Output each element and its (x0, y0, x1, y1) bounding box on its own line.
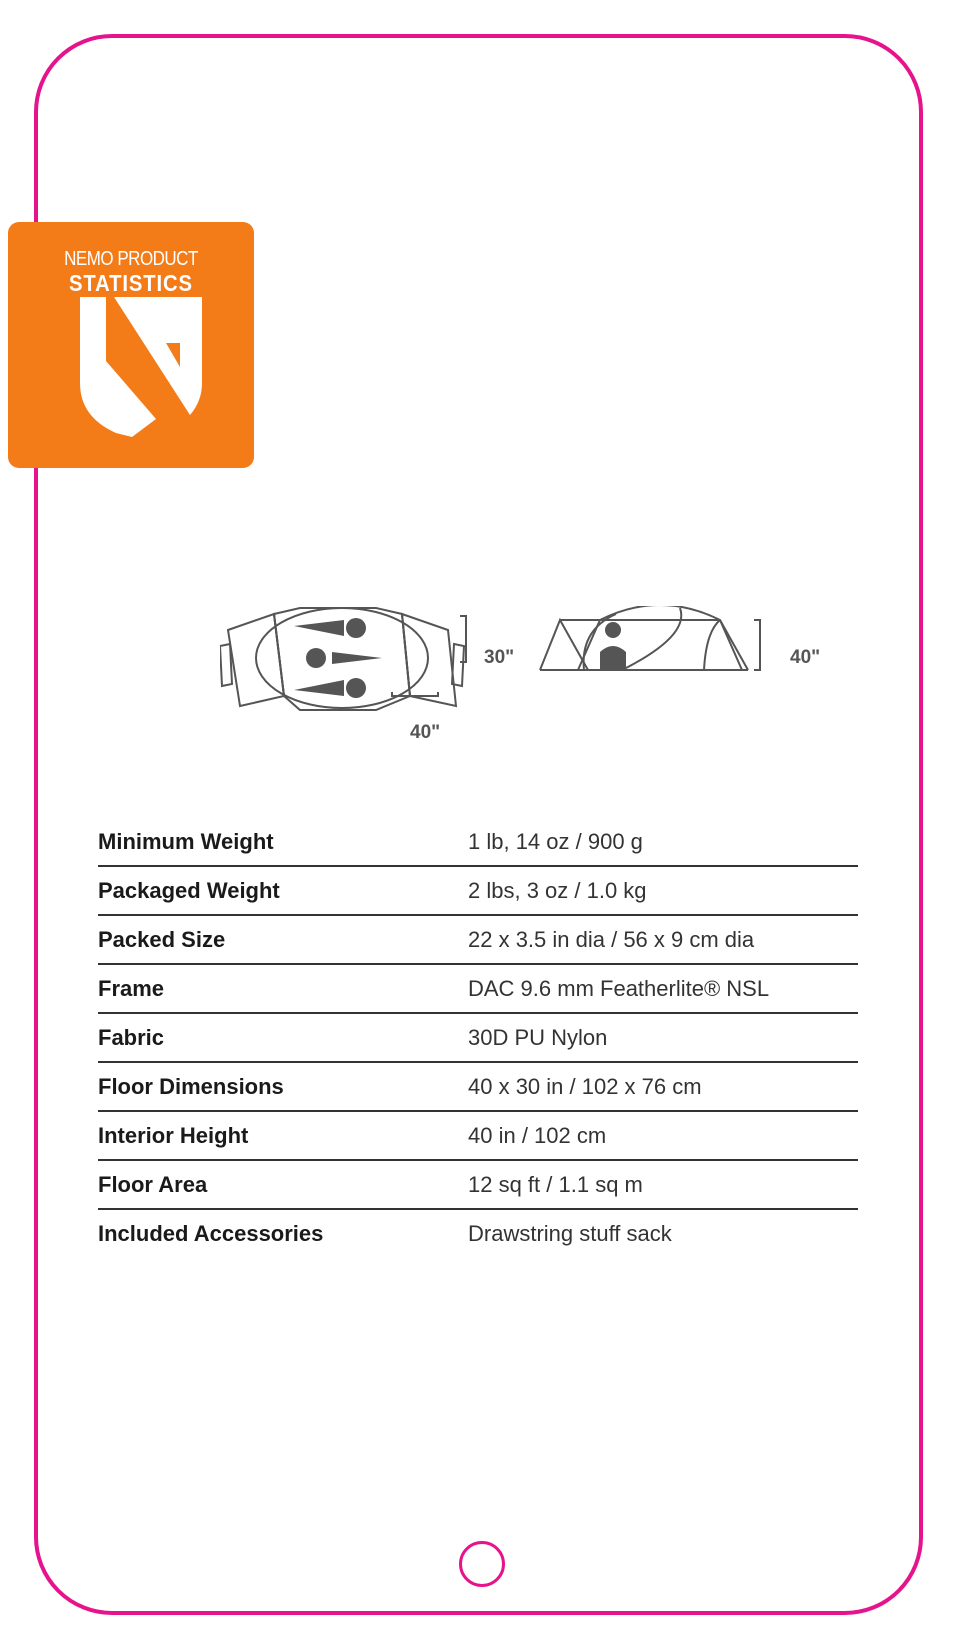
product-stats-badge (8, 222, 254, 468)
sleepers-icon (294, 618, 382, 698)
profile-icon (540, 606, 748, 670)
spec-row (98, 1062, 858, 1111)
spec-label: Frame (98, 964, 468, 1013)
spec-row (98, 1111, 858, 1160)
spec-row (98, 1209, 858, 1257)
spec-value: Drawstring stuff sack (468, 1220, 672, 1246)
spec-label: Interior Height (98, 1111, 468, 1160)
spec-row (98, 964, 858, 1013)
seated-person-icon (600, 622, 626, 670)
spec-label: Floor Dimensions (98, 1062, 468, 1111)
height-label: 40" (790, 647, 821, 668)
spec-value: 30D PU Nylon (468, 1013, 858, 1062)
spec-value: 22 x 3.5 in dia / 56 x 9 cm dia (468, 915, 858, 964)
spec-value: 40 in / 102 cm (468, 1111, 858, 1160)
spec-value: 12 sq ft / 1.1 sq m (468, 1160, 858, 1209)
spec-row (98, 1160, 858, 1209)
badge-subtitle: STATISTICS (69, 270, 193, 296)
spec-row (98, 818, 858, 866)
spec-value: 40 x 30 in / 102 x 76 cm (468, 1062, 858, 1111)
spec-label: Floor Area (98, 1160, 468, 1209)
spec-row (98, 866, 858, 915)
spec-value: DAC 9.6 mm Featherlite® NSL (468, 964, 858, 1013)
nemo-logo-icon (80, 297, 202, 447)
spec-label: Minimum Weight (98, 818, 468, 866)
home-button[interactable] (459, 1541, 505, 1587)
spec-label: Packed Size (98, 915, 468, 964)
spec-label: Fabric (98, 1013, 468, 1062)
badge-title: NEMO PRODUCT (64, 248, 198, 270)
spec-table (98, 818, 858, 1257)
spec-value: 1 lb, 14 oz / 900 g (468, 818, 858, 866)
spec-row (98, 915, 858, 964)
spec-row (98, 1013, 858, 1062)
spec-label: Included Accessories (98, 1220, 324, 1246)
floor-length-label: 40" (410, 722, 441, 743)
spec-value: 2 lbs, 3 oz / 1.0 kg (468, 866, 858, 915)
floor-width-label: 30" (484, 647, 515, 668)
tent-diagram (220, 606, 860, 766)
spec-label: Packaged Weight (98, 866, 468, 915)
